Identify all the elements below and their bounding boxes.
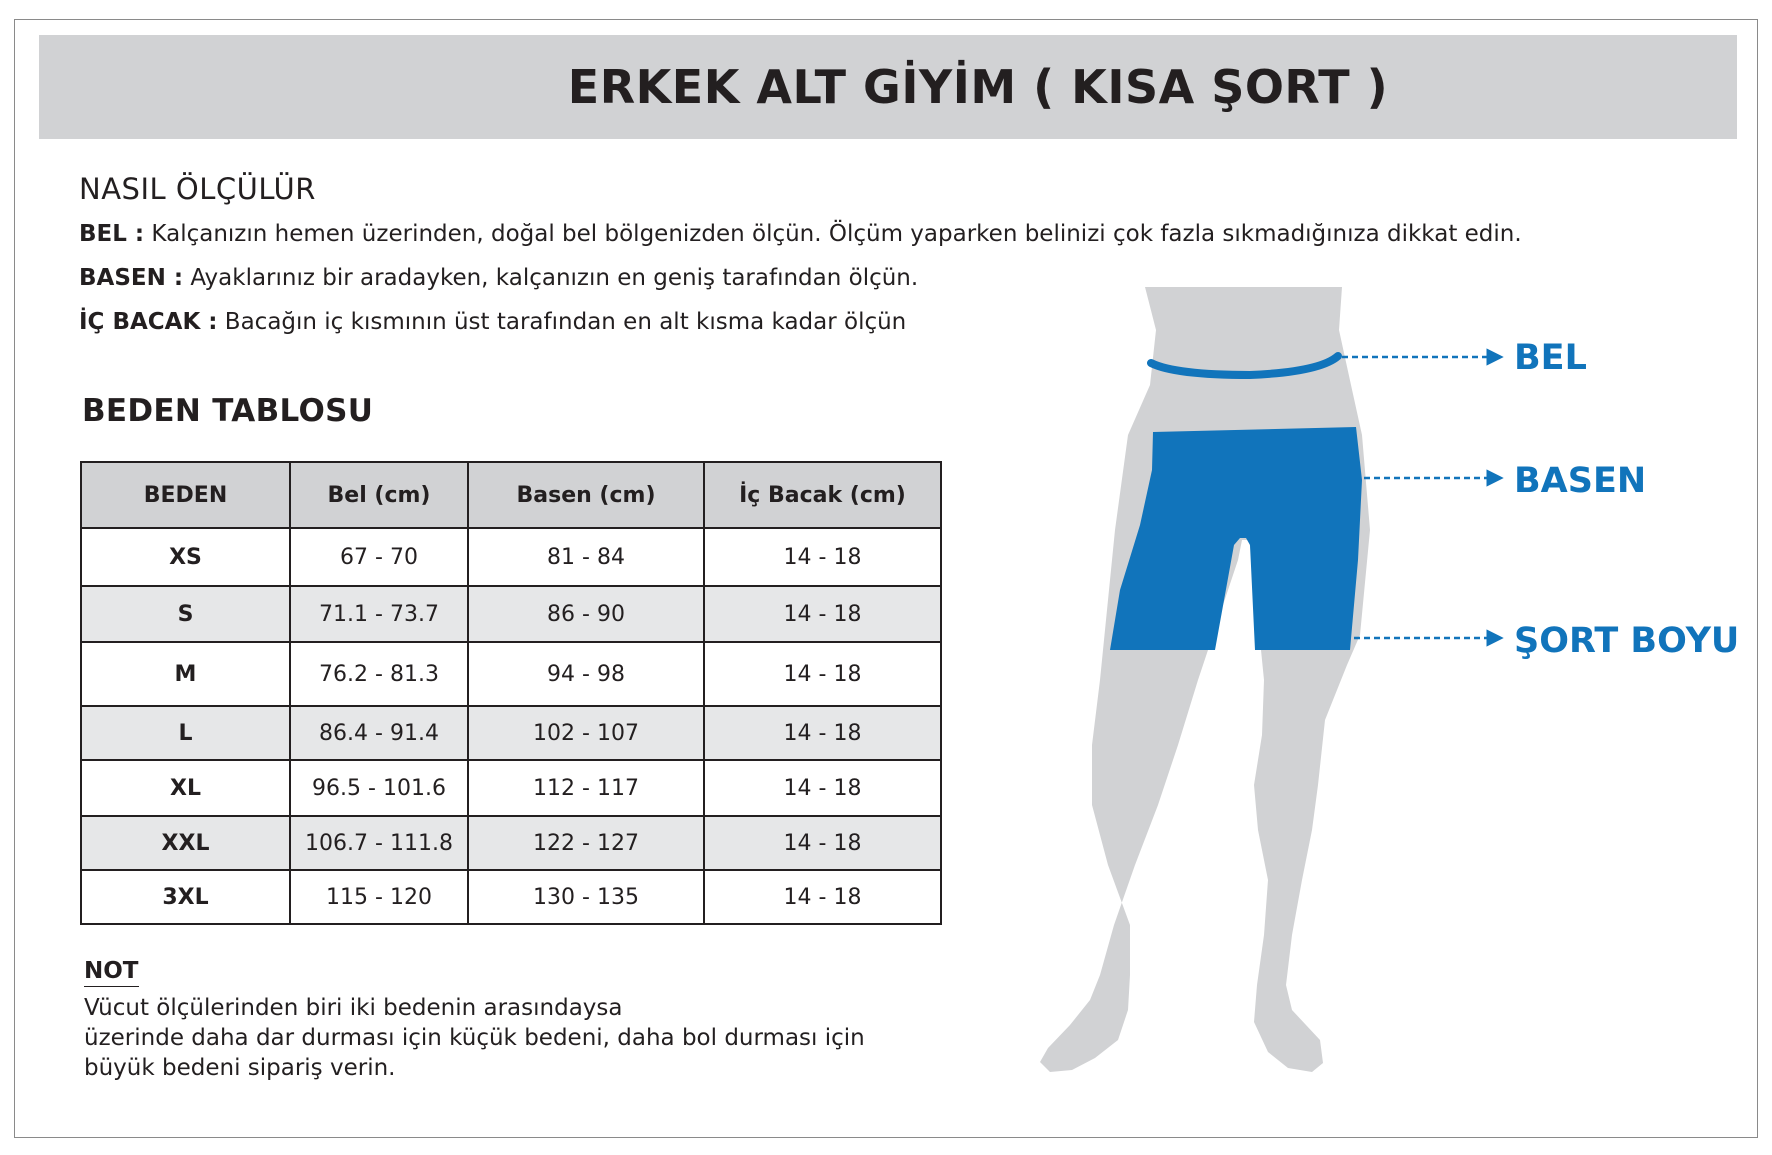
- table-cell: 14 - 18: [704, 760, 941, 816]
- column-header: İç Bacak (cm): [704, 462, 941, 528]
- column-header: BEDEN: [81, 462, 290, 528]
- table-cell: 96.5 - 101.6: [290, 760, 468, 816]
- size-cell: 3XL: [81, 870, 290, 924]
- table-cell: 67 - 70: [290, 528, 468, 586]
- how-to-inseam-text: Bacağın iç kısmının üst tarafından en alt kısma kadar ölçün: [217, 309, 907, 335]
- table-cell: 106.7 - 111.8: [290, 816, 468, 870]
- page-title: ERKEK ALT GİYİM ( KISA ŞORT ): [567, 60, 1389, 114]
- table-cell: 14 - 18: [704, 528, 941, 586]
- table-cell: 115 - 120: [290, 870, 468, 924]
- how-to-hip-text: Ayaklarınız bir aradayken, kalçanızın en geniş tarafından ölçün.: [183, 265, 919, 291]
- size-cell: L: [81, 706, 290, 760]
- note-line: Vücut ölçülerinden biri iki bedenin arasındaysa: [84, 995, 623, 1021]
- how-to-waist-label: BEL :: [79, 221, 145, 247]
- table-cell: 86.4 - 91.4: [290, 706, 468, 760]
- table-cell: 81 - 84: [468, 528, 704, 586]
- body-silhouette: [1040, 287, 1370, 1072]
- table-cell: 14 - 18: [704, 586, 941, 642]
- size-cell: M: [81, 642, 290, 706]
- size-cell: XS: [81, 528, 290, 586]
- size-cell: S: [81, 586, 290, 642]
- how-to-inseam-label: İÇ BACAK :: [79, 309, 218, 335]
- table-cell: 112 - 117: [468, 760, 704, 816]
- size-cell: XXL: [81, 816, 290, 870]
- table-cell: 94 - 98: [468, 642, 704, 706]
- table-cell: 130 - 135: [468, 870, 704, 924]
- length-label: ŞORT BOYU: [1514, 621, 1740, 661]
- waist-label: BEL: [1514, 338, 1587, 378]
- note-line: büyük bedeni sipariş verin.: [84, 1055, 396, 1081]
- how-to-title: NASIL ÖLÇÜLÜR: [79, 172, 316, 206]
- how-to-hip-label: BASEN :: [79, 265, 184, 291]
- column-header: Bel (cm): [290, 462, 468, 528]
- note-title: NOT: [84, 958, 139, 987]
- table-cell: 86 - 90: [468, 586, 704, 642]
- table-cell: 14 - 18: [704, 706, 941, 760]
- how-to-waist-text: Kalçanızın hemen üzerinden, doğal bel bölgenizden ölçün. Ölçüm yaparken belinizi çok fazla sıkmadığınıza dikkat edin.: [144, 221, 1522, 247]
- table-cell: 102 - 107: [468, 706, 704, 760]
- size-cell: XL: [81, 760, 290, 816]
- table-cell: 14 - 18: [704, 642, 941, 706]
- hip-label: BASEN: [1514, 461, 1647, 501]
- size-table-title: BEDEN TABLOSU: [82, 393, 374, 429]
- table-cell: 76.2 - 81.3: [290, 642, 468, 706]
- table-cell: 71.1 - 73.7: [290, 586, 468, 642]
- table-cell: 122 - 127: [468, 816, 704, 870]
- table-cell: 14 - 18: [704, 870, 941, 924]
- column-header: Basen (cm): [468, 462, 704, 528]
- note-line: üzerinde daha dar durması için küçük bedeni, daha bol durması için: [84, 1025, 865, 1051]
- table-cell: 14 - 18: [704, 816, 941, 870]
